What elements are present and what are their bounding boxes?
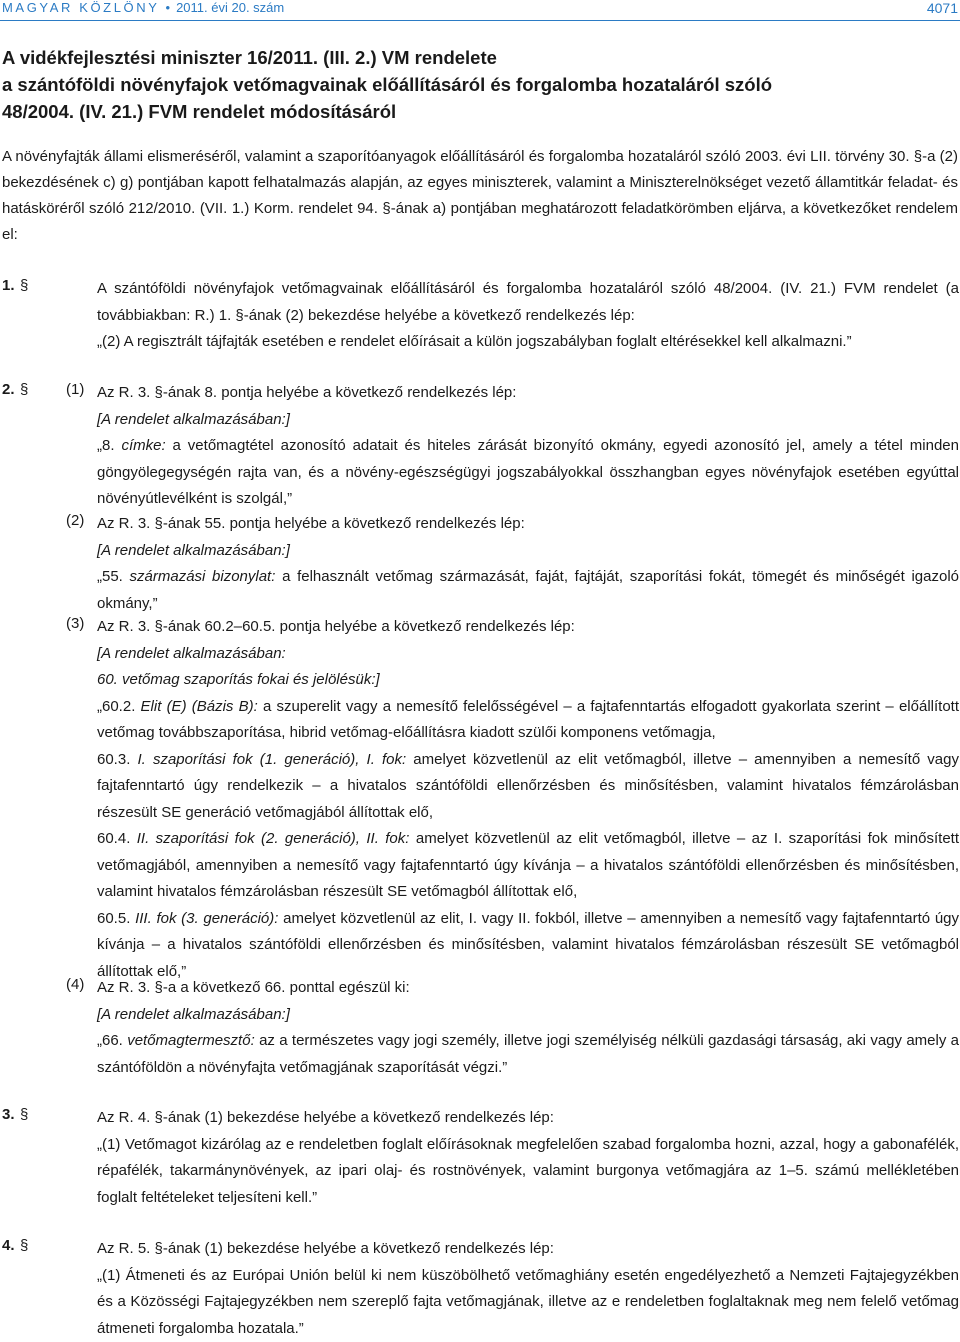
paragraph-1-quote: „8. címke: a vetőmagtétel azonosító adatait és hiteles zárását bizonyító okmány, egyedi azonosító jel, amely a tétel minden göngyölegegységén rajta van, és a növény-egészségügyi jogszabályokkal összhangban egyes növényfajok esetében egyúttal növényútlevélként is szolgál,”	[97, 433, 959, 513]
point-60-5: 60.5. III. fok (3. generáció): amelyet közvetlenül az elit, I. vagy II. fokból, illetve – amennyiben a nemesítő vagy fajtafenntartó úgy kívánja – a hivatalos szántóföldi ellenőrzésben és minősítésben, valamint hivatalos fémzárolásban részesült SE vetőmagból állítottak elő,”	[97, 906, 959, 986]
section-3-number: 3.	[2, 1106, 15, 1123]
paragraph-1-context: [A rendelet alkalmazásában:]	[97, 407, 959, 434]
paragraph-4-body	[97, 975, 959, 1081]
paragraph-3-context-2: 60. vetőmag szaporítás fokai és jelölésük:]	[97, 667, 959, 694]
paragraph-3-number: (3)	[66, 615, 84, 632]
paragraph-2-body	[97, 511, 959, 617]
paragraph-4-text: Az R. 3. §-a a következő 66. ponttal egészül ki:	[97, 975, 959, 1002]
journal-issue	[2, 0, 284, 15]
section-3-sign: §	[20, 1106, 28, 1123]
section-3-text: Az R. 4. §-ának (1) bekezdése helyébe a következő rendelkezés lép:	[97, 1105, 959, 1132]
header-rule	[0, 20, 960, 21]
term-label: vetőmagtermesztő:	[127, 1032, 255, 1049]
paragraph-3-context-1: [A rendelet alkalmazásában:	[97, 641, 959, 668]
header-bullet: •	[166, 0, 171, 15]
section-4-text: Az R. 5. §-ának (1) bekezdése helyébe a következő rendelkezés lép:	[97, 1236, 959, 1263]
point-60-3: 60.3. I. szaporítási fok (1. generáció), I. fok: amelyet közvetlenül az elit vetőmagból, illetve – amennyiben a nemesítő vagy fajtafenntartó úgy rendelkezik – a hivatalos szántóföldi ellenőrzésben és minősítésben, valamint hivatalos fémzárolásban részesült SE generáció vetőmagjából állítottak elő,	[97, 747, 959, 827]
paragraph-3-text: Az R. 3. §-ának 60.2–60.5. pontja helyébe a következő rendelkezés lép:	[97, 614, 959, 641]
point-60-2: „60.2. Elit (E) (Bázis B): a szuperelit vagy a nemesítő felelősségével – a fajtafenntartás elfogadott gyakorlata szerint – előállított vetőmag továbbszaporítása, hibrid vetőmag-előállításra kiadott szülői komponens vetőmagja,	[97, 694, 959, 747]
title-line-3: 48/2004. (IV. 21.) FVM rendelet módosításáról	[2, 101, 396, 122]
paragraph-4-context: [A rendelet alkalmazásában:]	[97, 1002, 959, 1029]
section-2-sign: §	[20, 381, 28, 398]
page-number: 4071	[927, 0, 958, 16]
term-label: származási bizonylat:	[130, 568, 276, 585]
section-1-number: 1.	[2, 277, 15, 294]
point-60-4: 60.4. II. szaporítási fok (2. generáció), II. fok: amelyet közvetlenül az elit vetőmagból, illetve – az I. szaporítási fok minősített vetőmagjából, amennyiben a nemesítő vagy fajtafenntartó úgy kívánja – a hivatalos szántóföldi ellenőrzésben és minősítésben, valamint hivatalos fémzárolásban részesült SE vetőmagból állítottak elő,	[97, 826, 959, 906]
section-2-number: 2.	[2, 381, 15, 398]
section-1-sign: §	[20, 277, 28, 294]
paragraph-2-context: [A rendelet alkalmazásában:]	[97, 538, 959, 565]
issue-label: 2011. évi 20. szám	[176, 0, 284, 15]
decree-title	[2, 44, 942, 125]
paragraph-1-body	[97, 380, 959, 513]
journal-name: MAGYAR KÖZLÖNY	[2, 0, 160, 15]
paragraph-4-quote: „66. vetőmagtermesztő: az a természetes vagy jogi személy, illetve jogi személyiség nélküli gazdasági társaság, aki vagy amely a szántóföldön a növényfajta vetőmagjának szaporítását végzi.”	[97, 1028, 959, 1081]
section-4-body	[97, 1236, 959, 1342]
paragraph-4-number: (4)	[66, 976, 84, 993]
section-1-body	[97, 276, 959, 356]
paragraph-3-body	[97, 614, 959, 985]
paragraph-2-text: Az R. 3. §-ának 55. pontja helyébe a következő rendelkezés lép:	[97, 511, 959, 538]
title-line-2: a szántóföldi növényfajok vetőmagvainak előállításáról és forgalomba hozataláról szóló	[2, 74, 772, 95]
section-4-sign: §	[20, 1237, 28, 1254]
term-label: I. szaporítási fok (1. generáció), I. fok:	[138, 751, 407, 768]
term-label: II. szaporítási fok (2. generáció), II. fok:	[137, 830, 410, 847]
paragraph-1-number: (1)	[66, 381, 84, 398]
section-4-quote: „(1) Átmeneti és az Európai Unión belül ki nem küszöbölhető vetőmaghiány esetén engedélyezhető a Nemzeti Fajtajegyzékben és a Közösségi Fajtajegyzékben nem szereplő fajta vetőmagjának, illetve az e rendeletben foglaltaknak meg nem felelő vetőmag átmeneti forgalomba hozatala.”	[97, 1263, 959, 1342]
term-label: címke:	[121, 437, 165, 454]
term-label: III. fok (3. generáció):	[135, 910, 278, 927]
section-1-quote: „(2) A regisztrált tájfajták esetében e rendelet előírásait a külön jogszabályban foglalt eltérésekkel kell alkalmazni.”	[97, 329, 959, 356]
section-3-quote: „(1) Vetőmagot kizárólag az e rendeletben foglalt előírásoknak megfelelően szabad forgalomba hozni, azzal, hogy a gabonafélék, répafélék, takarmánynövények, az ipari olaj- és rostnövények, valamint burgonya vetőmagjára az 1–5. számú mellékletében foglalt feltételeket teljesíteni kell.”	[97, 1132, 959, 1212]
paragraph-2-quote: „55. származási bizonylat: a felhasznált vetőmag származását, faját, fajtáját, szaporítási fokát, tömegét és minőségét igazoló okmány,”	[97, 564, 959, 617]
running-header	[0, 0, 960, 22]
term-label: Elit (E) (Bázis B):	[141, 698, 258, 715]
preamble: A növényfajták állami elismeréséről, valamint a szaporítóanyagok előállításáról és forgalomba hozataláról szóló 2003. évi LII. törvény 30. §-a (2) bekezdésének c) g) pontjában kapott felhatalmazás alapján, az egyes miniszterek, valamint a Miniszterelnökséget vezető államtitkár feladat- és hatásköréről szóló 212/2010. (VII. 1.) Korm. rendelet 94. §-ának a) pontjában meghatározott feladatkörömben eljárva, a következőket rendelem el:	[2, 144, 958, 248]
title-line-1: A vidékfejlesztési miniszter 16/2011. (III. 2.) VM rendelete	[2, 47, 497, 68]
paragraph-1-text: Az R. 3. §-ának 8. pontja helyébe a következő rendelkezés lép:	[97, 380, 959, 407]
section-3-body	[97, 1105, 959, 1211]
section-1-text: A szántóföldi növényfajok vetőmagvainak előállításáról és forgalomba hozataláról szóló 48/2004. (IV. 21.) FVM rendelet (a továbbiakban: R.) 1. §-ának (2) bekezdése helyébe a következő rendelkezés lép:	[97, 276, 959, 329]
section-4-number: 4.	[2, 1237, 15, 1254]
paragraph-2-number: (2)	[66, 512, 84, 529]
